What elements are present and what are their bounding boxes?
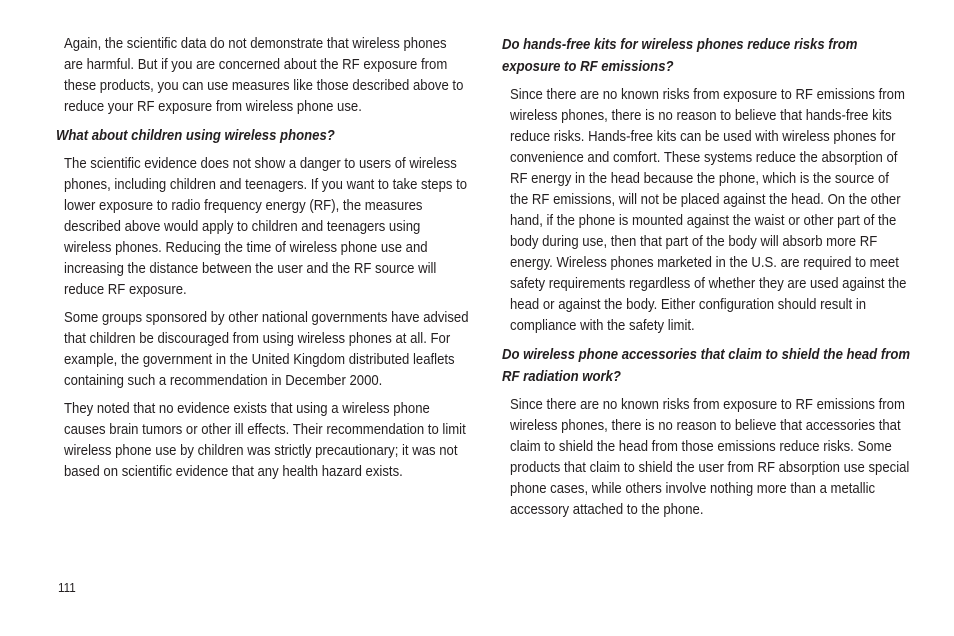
paragraph-children-evidence: The scientific evidence does not show a danger to users of wireless phones, including children and teenagers. If you want to take steps to lower exposure to radio frequency energy (RF), the measures described above would apply to children and teenagers using wireless phones. Reducing the time of wireless phone use and increasing the distance between the user and the RF source will reduce RF exposure. [64,156,468,298]
heading-hands-free-kits: Do hands-free kits for wireless phones reduce risks from exposure to RF emissions? [502,37,858,75]
paragraph-intro: Again, the scientific data do not demonstrate that wireless phones are harmful. But if you are concerned about the RF exposure from these products, you can use measures like those described above to reduce your RF exposure from wireless phone use. [64,36,464,115]
page-number: 111 [58,580,76,595]
heading-shield-accessories: Do wireless phone accessories that claim to shield the head from RF radiation work? [502,347,911,385]
paragraph-precautionary: They noted that no evidence exists that using a wireless phone causes brain tumors or other ill effects. Their recommendation to limit wireless phone use by children was strictly precautionary; it was not based on scientific evidence that any health hazard exists. [64,401,466,480]
paragraph-uk-advice: Some groups sponsored by other national governments have advised that children be discouraged from using wireless phones at all. For example, the government in the United Kingdom distributed leaflets containing such a recommendation in December 2000. [64,310,469,389]
paragraph-hands-free-kits: Since there are no known risks from exposure to RF emissions from wireless phones, there is no reason to believe that hands-free kits reduce risks. Hands-free kits can be used with wireless phones for convenience and comfort. These systems reduce the absorption of RF energy in the head because the phone, which is the source of the RF emissions, will not be placed against the head. On the other hand, if the phone is mounted against the waist or other part of the body during use, then that part of the body will absorb more RF energy. Wireless phones marketed in the U.S. are required to meet safety requirements regardless of whether they are used against the head or against the body. Either configuration should result in compliance with the safety limit. [510,87,907,334]
right-column [502,34,912,528]
paragraph-shield-accessories: Since there are no known risks from exposure to RF emissions from wireless phones, there is no reason to believe that accessories that claim to shield the head from those emissions reduce risks. Some products that claim to shield the user from RF absorption use special phone cases, while others involve nothing more than a metallic accessory attached to the phone. [510,397,910,518]
left-column [56,34,469,490]
heading-children: What about children using wireless phones? [56,128,335,144]
